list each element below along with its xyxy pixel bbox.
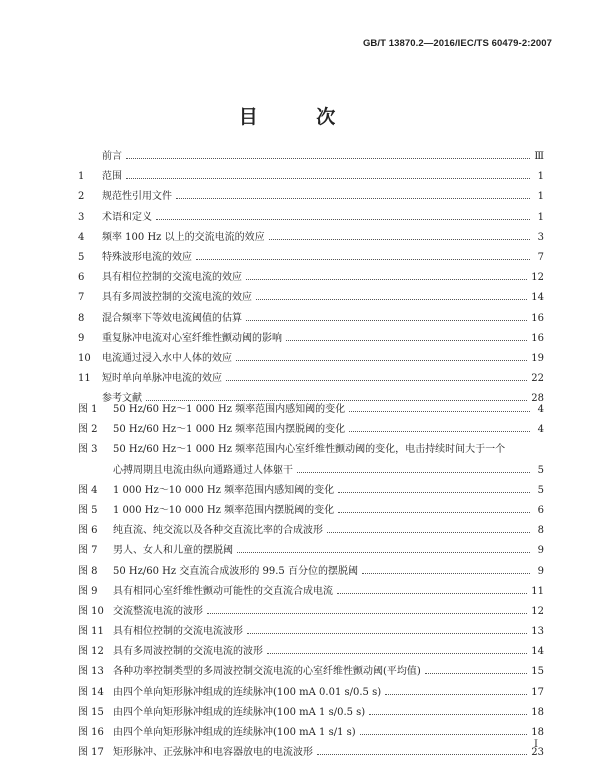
entry-title: 纯直流、纯交流以及各种交直流比率的合成波形 bbox=[113, 525, 323, 537]
entry-title: 混合频率下等效电流阈值的估算 bbox=[102, 312, 242, 324]
entry-number: 图 5 bbox=[78, 504, 98, 516]
entry-number: 6 bbox=[78, 272, 85, 284]
dot-leader bbox=[236, 360, 527, 361]
entry-number: 9 bbox=[78, 332, 85, 344]
toc-entry[interactable] bbox=[78, 150, 544, 163]
page-number: I bbox=[534, 739, 538, 750]
entry-page: 18 bbox=[531, 706, 544, 718]
figure-entry[interactable] bbox=[78, 706, 544, 719]
entry-page: 6 bbox=[537, 504, 544, 516]
toc-figures bbox=[78, 403, 544, 766]
entry-title: 具有多周波控制的交流电流的波形 bbox=[113, 646, 263, 658]
figure-entry[interactable] bbox=[78, 605, 544, 618]
toc-entry[interactable] bbox=[78, 271, 544, 284]
dot-leader bbox=[338, 512, 530, 513]
entry-page: 28 bbox=[531, 393, 544, 405]
entry-page: 5 bbox=[537, 464, 544, 476]
page-title: 目 次 bbox=[238, 106, 362, 128]
dot-leader bbox=[267, 653, 527, 654]
entry-title: 50 Hz/60 Hz～1 000 Hz 频率范围内感知阈的变化 bbox=[113, 404, 346, 415]
figure-entry[interactable] bbox=[78, 585, 544, 598]
entry-title: 术语和定义 bbox=[102, 211, 152, 223]
entry-title: 具有相同心室纤维性颤动可能性的交直流合成电流 bbox=[113, 585, 333, 597]
entry-number: 3 bbox=[78, 211, 85, 223]
toc-entry[interactable] bbox=[78, 312, 544, 325]
entry-title: 短时单向单脉冲电流的效应 bbox=[102, 373, 222, 385]
entry-page: 14 bbox=[531, 292, 544, 304]
entry-number: 图 8 bbox=[78, 565, 98, 577]
entry-number: 8 bbox=[78, 312, 85, 324]
entry-title: 50 Hz/60 Hz 交直流合成波形的 99.5 百分位的摆脱阈 bbox=[113, 565, 358, 577]
entry-title: 具有相位控制的交流电流波形 bbox=[113, 626, 243, 638]
entry-title: 矩形脉冲、正弦脉冲和电容器放电的电流波形 bbox=[113, 747, 313, 759]
entry-number: 图 1 bbox=[78, 404, 98, 415]
toc-entry[interactable] bbox=[78, 251, 544, 264]
entry-page: Ⅲ bbox=[534, 151, 544, 162]
entry-page: 4 bbox=[537, 404, 544, 415]
entry-number: 图 10 bbox=[78, 605, 104, 617]
dot-leader bbox=[286, 340, 527, 341]
entry-title: 具有多周波控制的交流电流的效应 bbox=[102, 292, 252, 304]
entry-number: 图 9 bbox=[78, 585, 98, 597]
dot-leader bbox=[385, 694, 527, 695]
entry-title: 频率 100 Hz 以上的交流电流的效应 bbox=[102, 231, 265, 243]
entry-page: 17 bbox=[531, 686, 544, 698]
entry-page: 1 bbox=[537, 191, 544, 203]
dot-leader bbox=[176, 198, 530, 199]
dot-leader bbox=[349, 411, 530, 412]
figure-entry[interactable] bbox=[78, 625, 544, 638]
toc-entry[interactable] bbox=[78, 211, 544, 224]
entry-title: 由四个单向矩形脉冲组成的连续脉冲(100 mA 1 s/0.5 s) bbox=[113, 706, 366, 718]
entry-number: 图 16 bbox=[78, 727, 104, 738]
entry-page: 9 bbox=[537, 545, 544, 557]
dot-leader bbox=[246, 279, 527, 280]
entry-page: 16 bbox=[531, 312, 544, 324]
dot-leader bbox=[269, 239, 530, 240]
toc-entry[interactable] bbox=[78, 190, 544, 203]
figure-entry[interactable] bbox=[78, 726, 544, 739]
entry-title: 重复脉冲电流对心室纤维性颤动阈的影响 bbox=[102, 332, 282, 344]
entry-page: 12 bbox=[531, 605, 544, 617]
dot-leader bbox=[156, 219, 530, 220]
entry-title: 范围 bbox=[102, 171, 122, 183]
entry-page: 22 bbox=[531, 373, 544, 385]
dot-leader bbox=[349, 431, 530, 432]
entry-page: 23 bbox=[531, 747, 544, 759]
dot-leader bbox=[337, 593, 527, 594]
figure-entry[interactable] bbox=[78, 504, 544, 517]
toc-entry[interactable] bbox=[78, 352, 544, 365]
figure-entry[interactable] bbox=[78, 665, 544, 678]
entry-page: 11 bbox=[531, 585, 544, 597]
figure-entry[interactable] bbox=[78, 443, 544, 456]
toc-entry[interactable] bbox=[78, 231, 544, 244]
entry-page: 16 bbox=[531, 332, 544, 344]
figure-entry[interactable] bbox=[78, 686, 544, 699]
entry-page: 18 bbox=[531, 727, 544, 738]
toc-entry[interactable] bbox=[78, 291, 544, 304]
entry-number: 图 7 bbox=[78, 545, 98, 557]
dot-leader bbox=[425, 673, 527, 674]
entry-title: 前言 bbox=[102, 151, 122, 162]
figure-entry[interactable] bbox=[78, 524, 544, 537]
dot-leader bbox=[256, 299, 527, 300]
entry-number: 图 13 bbox=[78, 666, 104, 678]
dot-leader bbox=[226, 380, 527, 381]
dot-leader bbox=[126, 158, 530, 159]
entry-title: 各种功率控制类型的多周波控制交流电流的心室纤维性颤动阈(平均值) bbox=[113, 666, 421, 678]
entry-page: 4 bbox=[537, 424, 544, 436]
entry-number: 图 4 bbox=[78, 484, 98, 496]
toc-entry[interactable] bbox=[78, 372, 544, 385]
dot-leader bbox=[362, 573, 530, 574]
entry-number: 图 12 bbox=[78, 646, 104, 658]
figure-entry[interactable] bbox=[78, 565, 544, 578]
figure-entry[interactable] bbox=[78, 746, 544, 759]
standard-code: GB/T 13870.2—2016/IEC/TS 60479-2:2007 bbox=[362, 38, 552, 49]
entry-number: 图 15 bbox=[78, 706, 104, 718]
entry-title: 具有相位控制的交流电流的效应 bbox=[102, 272, 242, 284]
figure-entry[interactable] bbox=[78, 484, 544, 497]
dot-leader bbox=[317, 754, 527, 755]
entry-page: 3 bbox=[537, 231, 544, 243]
dot-leader bbox=[338, 492, 530, 493]
entry-title: 1 000 Hz～10 000 Hz 频率范围内感知阈的变化 bbox=[113, 484, 335, 496]
entry-page: 8 bbox=[537, 525, 544, 537]
dot-leader bbox=[196, 259, 530, 260]
dot-leader bbox=[327, 532, 530, 533]
entry-title: 50 Hz/60 Hz～1 000 Hz 频率范围内心室纤维性颤动阈的变化，电击持续时间大于一个 bbox=[113, 444, 506, 456]
entry-title: 电流通过浸入水中人体的效应 bbox=[102, 352, 232, 364]
entry-number: 图 11 bbox=[78, 626, 104, 638]
figure-entry[interactable] bbox=[78, 645, 544, 658]
entry-title: 50 Hz/60 Hz～1 000 Hz 频率范围内摆脱阈的变化 bbox=[113, 424, 346, 436]
figure-entry[interactable] bbox=[78, 423, 544, 436]
entry-title: 交流整流电流的波形 bbox=[113, 605, 203, 617]
entry-number: 图 14 bbox=[78, 686, 104, 698]
dot-leader bbox=[360, 734, 528, 735]
figure-entry[interactable] bbox=[78, 464, 544, 477]
entry-page: 15 bbox=[531, 666, 544, 678]
entry-number: 10 bbox=[78, 352, 91, 364]
dot-leader bbox=[297, 472, 530, 473]
dot-leader bbox=[369, 714, 527, 715]
entry-title: 1 000 Hz～10 000 Hz 频率范围内摆脱阈的变化 bbox=[113, 504, 335, 516]
entry-number: 图 17 bbox=[78, 747, 104, 759]
entry-title: 规范性引用文件 bbox=[102, 191, 172, 203]
entry-page: 1 bbox=[537, 211, 544, 223]
entry-title: 特殊波形电流的效应 bbox=[102, 251, 192, 263]
figure-entry[interactable] bbox=[78, 403, 544, 416]
entry-page: 1 bbox=[537, 171, 544, 183]
entry-page: 19 bbox=[531, 352, 544, 364]
entry-number: 7 bbox=[78, 292, 85, 304]
entry-page: 5 bbox=[537, 484, 544, 496]
dot-leader bbox=[207, 613, 527, 614]
entry-number: 5 bbox=[78, 251, 85, 263]
entry-number: 2 bbox=[78, 191, 85, 203]
dot-leader bbox=[146, 400, 527, 401]
entry-number: 图 2 bbox=[78, 424, 98, 436]
dot-leader bbox=[126, 178, 530, 179]
entry-page: 9 bbox=[537, 565, 544, 577]
entry-page: 7 bbox=[537, 251, 544, 263]
entry-number: 4 bbox=[78, 231, 85, 243]
entry-title: 参考文献 bbox=[102, 393, 142, 405]
toc-entry[interactable] bbox=[78, 332, 544, 345]
entry-title: 由四个单向矩形脉冲组成的连续脉冲(100 mA 1 s/1 s) bbox=[113, 727, 356, 738]
entry-number: 1 bbox=[78, 171, 85, 183]
entry-title: 男人、女人和儿童的摆脱阈 bbox=[113, 545, 233, 557]
entry-number: 11 bbox=[78, 373, 91, 385]
entry-page: 13 bbox=[531, 626, 544, 638]
entry-number: 图 6 bbox=[78, 525, 98, 537]
entry-title: 由四个单向矩形脉冲组成的连续脉冲(100 mA 0.01 s/0.5 s) bbox=[113, 686, 382, 698]
entry-page: 12 bbox=[531, 272, 544, 284]
toc-sections bbox=[78, 150, 544, 412]
entry-title: 心搏周期且电流由纵向通路通过人体躯干 bbox=[113, 464, 293, 476]
entry-page: 14 bbox=[531, 646, 544, 658]
figure-entry[interactable] bbox=[78, 544, 544, 557]
toc-entry[interactable] bbox=[78, 170, 544, 183]
entry-number: 图 3 bbox=[78, 444, 98, 456]
dot-leader bbox=[237, 552, 530, 553]
dot-leader bbox=[247, 633, 527, 634]
dot-leader bbox=[246, 320, 527, 321]
